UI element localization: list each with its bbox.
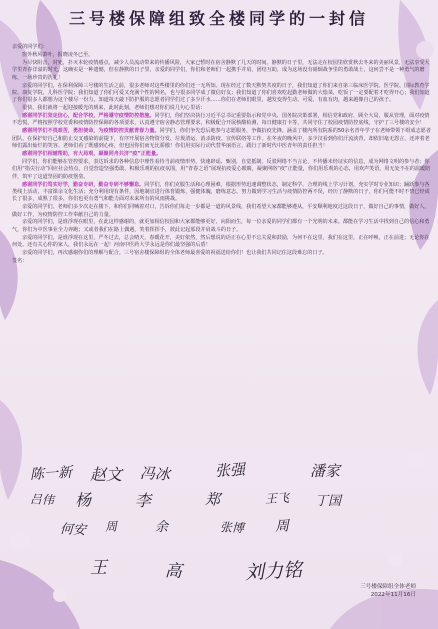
handwritten-signature: 陈一新 — [29, 464, 73, 483]
handwritten-signature: 刘力铭 — [244, 559, 303, 584]
paragraph-text: 同学们，你们坚决执行习近平总书记重要指示和党中央、国务院决策部署，相信党和政府，顾全大局，服从管理，面对疫情不恐慌，严格按照学校党委和疫情防控保障的各项要求，认真遵守宿舍静态管理要求，积极配合开展核酸检测，每日健康打卡等，共同守住了校园疫情防控底线，守护了三号楼的安全！ — [12, 113, 430, 127]
paragraph-text: 亲爱的同学们，老师们多少次走在楼下，和你们同喊着对口，告诉你们每走一步都是一道的风景线，我们希望大家都能够遵从，平安顺利地度过这段日子，做好自己的事情，做好人，做好工作，为疫情防控工作奉献自己的力量。 — [12, 204, 430, 218]
signature-area — [30, 458, 410, 598]
sign-date: 2022年11月16日 — [370, 592, 416, 598]
handwritten-signature: 张强 — [214, 460, 246, 480]
sign-org: 三号楼保障组全体老师 — [360, 584, 416, 590]
paragraph — [12, 60, 432, 82]
paragraph — [12, 113, 432, 128]
handwritten-signature: 冯冰 — [139, 464, 171, 484]
paragraph-text: 同学们，你们争先恐后地参与志愿服务，争做抗疫先锋。涵盖了楼内所有院系的50余名青年学子在老师带领下组成志愿者团队，在保护好自己和防止交叉感染的前提下，有序开展宿舍物资分发、垃圾清运、消杀防疫、宣传联络等工作。在冬夜的晚风中，多少汉看到你们汗流浃背，却依旧毫无怨言，还冲着老师们露出灿烂的笑容。老师们看了既感到心疼，但也因你们而无比骄傲！你们用实际行动代替华丽语言，践行了新时代中医青年的责任担当！ — [12, 128, 431, 150]
letter-body — [12, 44, 432, 266]
paragraph-text: 亲爱的同学们，是谁浮现在这里，严冬过去，总会晴天，春暖花开，美好依然，然后想说的话正在心里不忘关爱和鼓励，为何不在这里，我们在这里，正在呼唤，正在前进；无论你在何处。还有关心你的家人，我们永远在一起！河南中医药大学永远是你们最坚强的后盾！ — [12, 234, 430, 249]
handwritten-signature: 何安 — [59, 522, 87, 539]
paragraph-lead: 感谢同学们笃实好学，勤奋专研，勤奋专研不够懈怠。 — [22, 181, 145, 188]
paragraph-lead: 感谢同学们坚定信心，配合学校，严格遵守疫情防控措施。 — [22, 113, 155, 120]
paragraph — [12, 128, 432, 150]
handwritten-signature: 潘家 — [310, 462, 341, 480]
paragraph — [12, 105, 432, 112]
paragraph-text: 亲爱的同学们，再次感谢你们的理解与配合。三号宿舍楼保障组的全体老师最喜爱的祝福送给你们！也让我们共同记住这段难忘的日子。 — [22, 250, 328, 256]
sign-block — [360, 583, 416, 599]
handwritten-signature: 赵文 — [90, 465, 123, 484]
handwritten-signature: 丁国 — [315, 494, 342, 509]
handwritten-signature: 王 — [90, 558, 107, 578]
handwritten-signature: 郑 — [204, 490, 221, 509]
paragraph — [12, 235, 432, 250]
paragraph-text: 很快，我们就将一起迎接暖光的到来，此时此刻，老师们想对你们说几句心里话： — [22, 105, 206, 112]
paragraph — [12, 219, 432, 234]
paragraph-text: 为尽快阻击，封死，扑灭本轮疫情感点，减少人员流动带来的传播风险，大家已暂时在宿舍静默了几天的时间。静默的日子里，无法走在校园里欣赏秋去冬来的美丽风景，无法享受大学里青春洋溢的时光，这确实是一种遗憾，但在静默的日子里，亲爱的同学们，你们和老师们一起携手并肩，团结互助，成为这场没有硝烟战争里的勇敢战士，这何尝不是一种勇气的磨练，一场珍贵的洗礼！ — [12, 59, 430, 81]
closing-label: 签名： — [12, 257, 28, 264]
paragraph — [12, 204, 432, 219]
paragraph-text: 同学们，你们克服生活和心理困难，根据形势迅速调整状态，制定科学、合理的线上学习计划，充实学时专业知识；踊跃参与各类线上活动，丰富课余文化生活；充分利用现有条件，因地制宜进行体育锻炼，强健体魄，磨练意志。努力做到学习生活与疫情防控两不误，经历了静默的日子，你们可能不时不禁已经成长了很多，成熟了很多，你们也更有勇气和能力面对未来所有的风雨挑战。 — [12, 181, 430, 203]
handwritten-signature: 周 — [104, 519, 118, 534]
paragraph-lead: 感谢同学们不畏艰苦，勇担使命，为疫情防控贡献青春力量。 — [22, 128, 160, 135]
paragraph-text: 亲爱的同学们，是谁浮现在眼里，在此这样感谢的，就更加相信校园和大家都能够更好，向阳而生，每一位亲爱的同学们都有一个光明的未来。都能在学习生活中找到自己的信心和勇气，你们为中医事业全力奔跑；又或者我们在路上偶遇，笑着挥挥手，彼此记起那段并肩战斗的日子。 — [12, 219, 430, 233]
handwritten-signature: 吕伟 — [29, 492, 55, 508]
greeting: 亲爱的同学们： — [12, 44, 48, 50]
handwritten-signature: 周 — [274, 518, 290, 535]
paragraph — [12, 83, 432, 105]
handwritten-signature: 杨 — [74, 490, 92, 510]
letter-title: 三号楼保障组致全楼同学的一封信 — [68, 9, 369, 28]
paragraph-text: 同学们，你们能够在管控要求，表达诉求的各种信息中理性看待当前疫情形势，快速辟谣、甄别，自觉抵制，反驳网络不当言论，不传播未经证实的信息，成为网络文明的参与者；你们用“指尖行动”回应社会热点，自觉营造坚强勇敢、积极乐观的抗疫氛围，用“青春之语”展现抗疫爱心眼睛，凝聚网络“疫”正能量，你们用乐观的心态，用欢声笑语，用无处不在的温暖陪伴，筑牢了这道坚固的防疫堡垒。 — [12, 158, 431, 180]
handwritten-signature: 张博 — [219, 520, 245, 536]
handwritten-signature: 王飞 — [264, 490, 290, 506]
paragraph — [12, 182, 432, 204]
opening-line: 窗外秋风萧叶，报晓凌冬已至。 — [22, 51, 94, 58]
paragraph — [12, 159, 432, 181]
paragraph — [12, 151, 432, 158]
handwritten-signature: 高 — [164, 561, 183, 582]
handwritten-signature: 李 — [135, 491, 152, 510]
paragraph-lead: 感谢同学们相辅帮助，有大局观，凝聚同舟共济“疫”正能量。 — [22, 150, 162, 157]
paragraph-list — [12, 60, 432, 257]
paragraph — [12, 250, 432, 257]
handwritten-signature: 余 — [155, 520, 169, 535]
paragraph-text: 亲爱的同学们，在保利保障三号楼的生活之前，很多老师对这些楼里的你们还一无所知。现在经过了数天默契共度的日子，我们知道了你们来自第三临床医学院、医学院、国际教育学院、康复学院、儿科医学院；我们知道了你们可爱又充满个性的网名，也与很多同学成了微信好友；我们知道了你们喜欢吃起勤老师做的大烩菜，吃饭了一定要配着才吃得开心；我们知道了你们很多人都想为这个楼尽一份力，知道每天敲下防护服的志愿者同学们过了多少汗水……你们在老师们眼里，越发变得生动、可爱、有血有肉，越来越像自己的孩子。 — [12, 82, 430, 104]
